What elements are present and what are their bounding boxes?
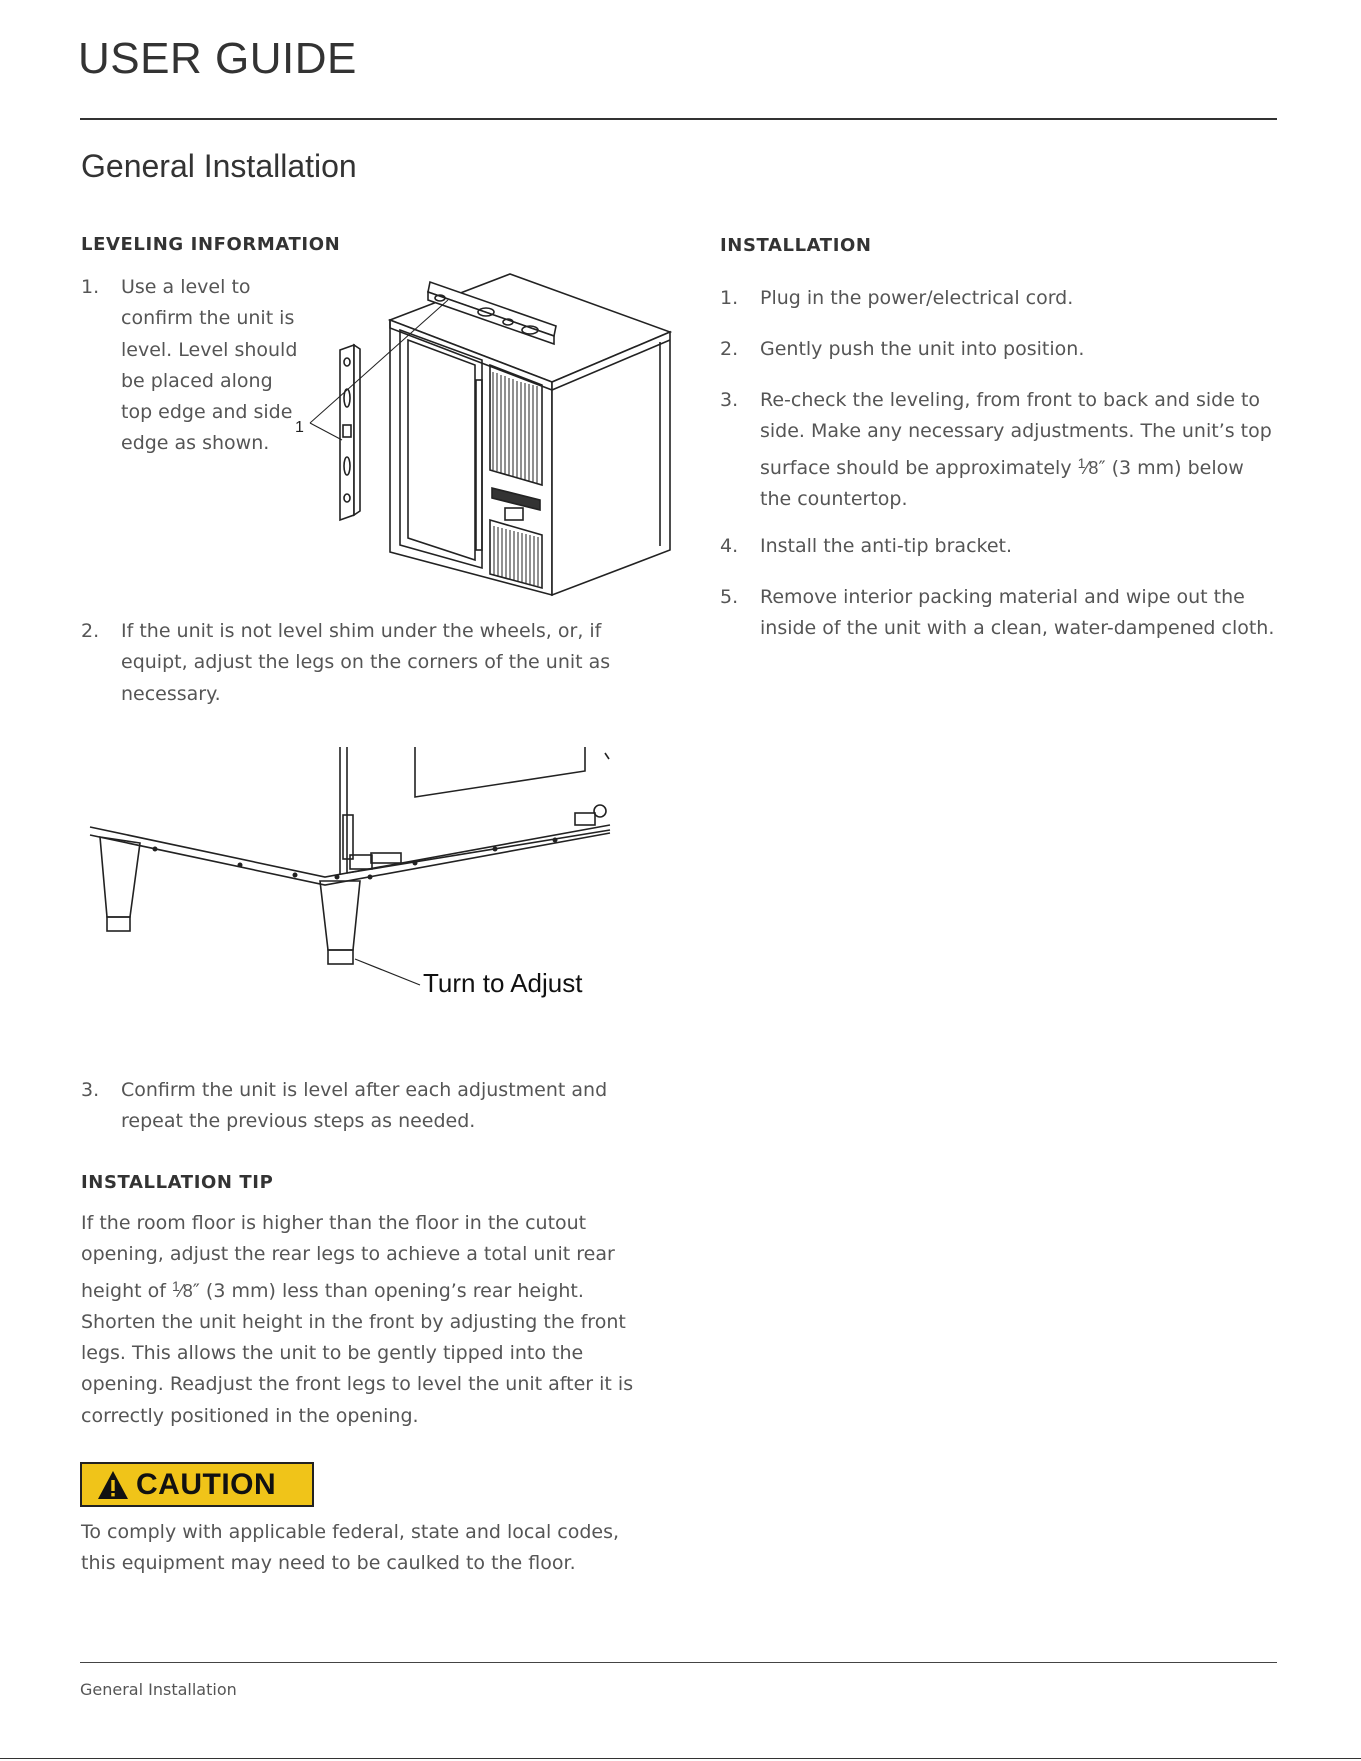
fraction-denominator: ⁄8 xyxy=(1085,457,1099,478)
doc-title: USER GUIDE xyxy=(78,34,357,83)
tip-text: height of xyxy=(81,1279,172,1302)
caution-text xyxy=(81,1517,651,1580)
installation-heading: INSTALLATION xyxy=(720,235,872,256)
step-1-line: level. Level should xyxy=(121,338,298,361)
step-1-line: Use a level to xyxy=(121,276,251,298)
install-text: surface should be approximately xyxy=(760,456,1078,479)
footer-rule xyxy=(80,1662,1277,1663)
step-2-line: necessary. xyxy=(121,682,221,705)
turn-to-adjust-label: Turn to Adjust xyxy=(423,968,583,998)
step-number: 2. xyxy=(720,338,739,360)
step-1-line: confirm the unit is xyxy=(121,307,295,330)
step-number: 1. xyxy=(720,287,739,309)
step-number: 5. xyxy=(720,586,739,608)
step-1-line: be placed along xyxy=(121,369,273,392)
install-step-2-text: Gently push the unit into position. xyxy=(760,338,1085,360)
step-1-line: edge as shown. xyxy=(121,432,270,455)
install-step-3-line: the countertop. xyxy=(760,487,908,510)
fraction-numerator: 1 xyxy=(1077,454,1086,471)
step-2-line: equipt, adjust the legs on the corners of the unit as xyxy=(121,651,611,674)
installation-tip-heading: INSTALLATION TIP xyxy=(81,1172,274,1193)
step-number: 2. xyxy=(81,620,100,642)
tip-line: correctly positioned in the opening. xyxy=(81,1404,419,1427)
header-rule xyxy=(80,118,1277,120)
caution-line: To comply with applicable federal, state and local codes, xyxy=(81,1521,620,1543)
section-title: General Installation xyxy=(81,148,357,184)
install-step-5-line: Remove interior packing material and wipe out the xyxy=(760,586,1245,608)
tip-text: ″ (3 mm) less than opening’s rear height. xyxy=(192,1279,584,1302)
fraction xyxy=(1077,454,1099,478)
fraction-denominator: ⁄8 xyxy=(179,1280,193,1301)
step-3-line: repeat the previous steps as needed. xyxy=(121,1110,476,1133)
step-3-line: Confirm the unit is level after each adjustment and xyxy=(121,1079,608,1101)
caution-line: this equipment may need to be caulked to the floor. xyxy=(81,1552,576,1575)
tip-line: legs. This allows the unit to be gently tipped into the xyxy=(81,1342,584,1365)
install-step-3-line: Re-check the leveling, from front to back and side to xyxy=(760,389,1261,411)
step-number: 1. xyxy=(81,276,100,298)
figure-callout-number: 1 xyxy=(295,419,304,436)
footer-text: General Installation xyxy=(80,1680,237,1699)
install-step-4-text: Install the anti-tip bracket. xyxy=(760,535,1013,557)
tip-line: If the room floor is higher than the floor in the cutout xyxy=(81,1212,587,1234)
tip-line: opening, adjust the rear legs to achieve a total unit rear xyxy=(81,1243,615,1266)
fraction xyxy=(171,1277,193,1301)
tip-line: opening. Readjust the front legs to level the unit after it is xyxy=(81,1373,634,1396)
leg-adjust-illustration xyxy=(85,745,625,1005)
tip-line: Shorten the unit height in the front by adjusting the front xyxy=(81,1310,626,1333)
installation-tip-paragraph xyxy=(81,1208,651,1432)
install-step-1-text: Plug in the power/electrical cord. xyxy=(760,287,1074,309)
warning-triangle-icon xyxy=(96,1469,130,1501)
leveling-heading: LEVELING INFORMATION xyxy=(81,234,341,255)
unit-level-illustration xyxy=(290,270,680,600)
step-2-line: If the unit is not level shim under the wheels, or, if xyxy=(121,620,602,642)
step-number: 4. xyxy=(720,535,739,557)
step-number: 3. xyxy=(81,1079,100,1101)
step-1-line: top edge and side xyxy=(121,401,293,424)
caution-label: CAUTION xyxy=(136,1467,277,1501)
tip-line xyxy=(81,1271,651,1307)
install-step-5-line: inside of the unit with a clean, water-dampened cloth. xyxy=(760,617,1275,640)
install-step-3-line xyxy=(760,448,1280,484)
install-step-3-line: side. Make any necessary adjustments. The unit’s top xyxy=(760,420,1272,443)
page-edge-line xyxy=(0,1758,1361,1759)
install-text: ″ (3 mm) below xyxy=(1098,456,1244,479)
step-number: 3. xyxy=(720,389,739,411)
fraction-numerator: 1 xyxy=(171,1277,180,1294)
caution-badge xyxy=(80,1462,314,1507)
